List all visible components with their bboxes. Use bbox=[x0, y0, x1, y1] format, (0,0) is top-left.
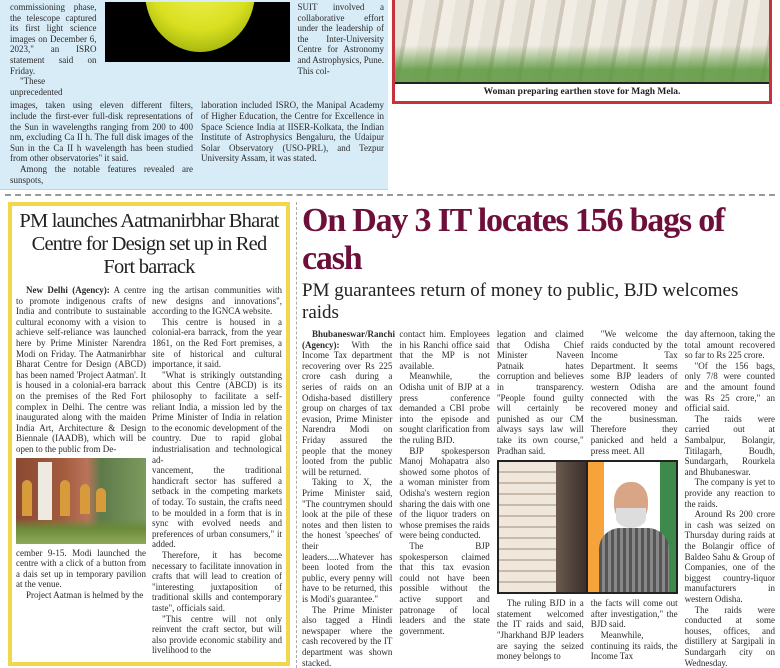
photo-caption: Woman preparing earthen stove for Magh Mela. bbox=[483, 87, 681, 97]
paragraph: vancement, the traditional handicraft sector has suffered a setback in the competing markets of today. To sustain, the crafts need to be moulded in a form that is in sync with evolved needs and preferences of urban consumers," it added. bbox=[152, 465, 282, 550]
paragraph: Among the notable features revealed are sunspots, bbox=[10, 163, 193, 185]
right-article-photo-span bbox=[497, 329, 678, 662]
paragraph: Meanwhile, the Odisha unit of BJP at a press conference demanded a CBI probe into the episode and sought clarification from the ruling BJD. bbox=[399, 371, 490, 446]
paragraph: Project Aatman is helmed by the bbox=[26, 589, 144, 600]
dateline: Bhubaneswar/Ranchi (Agency): bbox=[302, 329, 396, 350]
right-article-headline: On Day 3 IT locates 156 bags of cash bbox=[302, 202, 725, 278]
right-article-col4-top bbox=[591, 329, 678, 456]
right-article bbox=[296, 202, 775, 668]
red-fort-barrack-photo bbox=[16, 458, 146, 544]
right-article-col5 bbox=[685, 329, 775, 668]
sun-image bbox=[105, 2, 290, 62]
right-article-col4-bottom bbox=[591, 598, 678, 662]
paragraph: images, taken using eleven different filters, include the first-ever full-disk representations of the Sun in wavelengths ranging from 200 to 400 nm, excluding Ca II h. The full disk images of the Sun in the Ca II h wavelength has been studied from other observatories" it said. bbox=[10, 100, 193, 164]
top-story-col-bottom-left bbox=[10, 100, 193, 185]
paragraph: "These unprecedented bbox=[10, 76, 63, 97]
paragraph: Meanwhile, continuing its raids, the Income Tax bbox=[590, 630, 678, 662]
photo-box bbox=[392, 0, 772, 104]
paragraph: The company is yet to provide any reaction to the raids. bbox=[684, 477, 776, 509]
paragraph: The ruling BJD in a statement welcomed the IT raids and said, "Jharkhand BJP leaders are saying the seized money belongs to bbox=[496, 598, 584, 662]
right-article-col3-top bbox=[497, 329, 584, 456]
left-article-headline: PM launches Aatmanirbhar Bharat Centre for Design set up in Red Fort barrack bbox=[19, 210, 279, 279]
paragraph: "We welcome the raids conducted by the Income Tax Department. It seems some BJP leaders of western Odisha are connected with the recovered money and the businessman. Therefore they panicked and held a press meet. All bbox=[590, 329, 678, 456]
paragraph: This centre is housed in a colonial-era barrack, from the year 1861, on the Red Fort premises, a site of historical and cultural importance, it said. bbox=[152, 316, 282, 370]
paragraph: ing the artisan communities with new designs and innovations", according to the IGNCA website. bbox=[152, 285, 282, 317]
paragraph: Therefore, it has become necessary to facilitate innovation in crafts that will lead to creation of "interesting juxtaposition of traditional skills and contemporary taste", officials said. bbox=[152, 549, 282, 613]
paragraph: Taking to X, the Prime Minister said, "The countrymen should look at the pile of these notes and then listen to the honest 'speeches' of their leaders.....Whatever has been looted from the public, every penny will have to be returned, this is Modi's guarantee." bbox=[302, 477, 393, 604]
paragraph: With the Income Tax department recovering over Rs 225 crore cash during a series of raids on an Odisha-based distillery group on charges of tax evasion, Prime Minister Narendra Modi on Friday assured the people that the money looted from the public will be returned. bbox=[302, 339, 393, 477]
right-article-col2 bbox=[399, 329, 489, 636]
paragraph: the facts will come out after investigation," the BJD said. bbox=[590, 598, 678, 630]
right-article-subheadline: PM guarantees return of money to public, BJD welcomes raids bbox=[302, 280, 739, 324]
prime-minister-photo bbox=[588, 462, 675, 592]
bottom-row bbox=[0, 202, 780, 668]
cash-bundles-photo bbox=[499, 462, 586, 592]
top-story-col-right bbox=[298, 2, 385, 97]
paragraph: day afternoon, taking the total amount recovered so far to Rs 225 crore. bbox=[684, 329, 776, 361]
right-article-col3-bottom bbox=[497, 598, 584, 662]
top-row bbox=[0, 0, 780, 190]
paragraph: The BJP spokesperson claimed that this tax evasion could not have been possible without the active support and patronage of local leaders and the state government. bbox=[399, 540, 490, 636]
paragraph: commissioning phase, the telescope captured its first light science images on December 6, 2023," an ISRO statement said on Friday. bbox=[10, 2, 97, 76]
paragraph: "This centre will not only reinvent the craft sector, but will also provide economic stability and livelihood to the bbox=[152, 613, 282, 656]
top-story-col-bottom-right bbox=[201, 100, 384, 185]
left-article bbox=[8, 202, 290, 666]
paragraph: SUIT involved a collaborative effort under the leadership of the Inter-University Centre for Astronomy and Astrophysics, Pune. This col- bbox=[297, 2, 384, 76]
right-article-photos bbox=[497, 460, 678, 594]
right-article-col1 bbox=[302, 329, 396, 668]
paragraph: Around Rs 200 crore in cash was seized on Thursday during raids at the Bolangir office of Baldeo Sahu & Group of Companies, one of the biggest country-liquor manufacturers in western Odisha. bbox=[684, 509, 776, 604]
paragraph: legation and claimed that Odisha Chief Minister Naveen Patnaik hates corruption and believes in transparency. "People found guilty will certainly be punished as our CM always says law will take its own course," Pradhan said. bbox=[496, 329, 584, 456]
left-article-col1 bbox=[16, 285, 146, 656]
paragraph: laboration included ISRO, the Manipal Academy of Higher Education, the Centre for Excellence in Space Science India at IISER-Kolkata, the Indian Institute of Astrophysics Bengaluru, the Udaipur Solar Observatory (USO-PRL), and Tezpur University Assam, it was stated. bbox=[201, 100, 384, 164]
paragraph: "What is strikingly outstanding about this Centre (ABCD) is its philosophy to facilitate a self-reliant India, a mission led by the Prime Minister of India in relation to the economic development of the country. Due to rapid global industrialisation and technological ad- bbox=[152, 369, 282, 465]
dateline: New Delhi (Agency): bbox=[26, 285, 110, 296]
left-article-col2 bbox=[152, 285, 282, 656]
paragraph: BJP spokesperson Manoj Mohapatra also showed some photos of a woman minister from Odisha's western region sharing the dais with one of the liquor traders on whose premises the raids were being conducted. bbox=[399, 445, 490, 541]
paragraph: "Of the 156 bags, only 7/8 were counted and the amount found was Rs 25 crore," an official said. bbox=[684, 360, 776, 414]
paragraph: The raids were carried out at Sambalpur, Bolangir, Titilagarh, Boudh, Sundargarh, Rourkela and Bhubaneswar. bbox=[684, 413, 776, 477]
section-divider bbox=[5, 194, 775, 196]
top-story-box bbox=[0, 0, 388, 190]
earthen-stove-photo bbox=[395, 0, 769, 84]
paragraph: The raids were conducted at some houses, offices, and distillery at Sargipali in Sundargarh city on Wednesday. bbox=[684, 604, 776, 668]
paragraph: contact him. Employees in his Ranchi office said that the MP is not available. bbox=[399, 329, 490, 371]
paragraph: cember 9-15. Modi launched the centre with a click of a button from a dais set up in temporary pavilion at the venue. bbox=[16, 547, 146, 590]
paragraph: The Prime Minister also tagged a Hindi newspaper where the cash recovered by the IT department was shown stacked. bbox=[302, 604, 393, 668]
paragraph: A centre to promote indigenous crafts of India and contribute to sustainable cultural economy with a vision to achieve self-reliance was launched here by Prime Minister Narendra Modi on Friday. The Aatmanirbhar Bharat Centre for Design (ABCD) has been named 'Project Aatman'. It is housed in a colonial-era barrack on the premises of the Red Fort complex in Delhi. The centre was inaugurated along with the maiden India Art, Architecture & Design Biennale (IAADB), which will be open to the public from De- bbox=[16, 285, 146, 454]
top-story-col-left bbox=[10, 2, 97, 97]
